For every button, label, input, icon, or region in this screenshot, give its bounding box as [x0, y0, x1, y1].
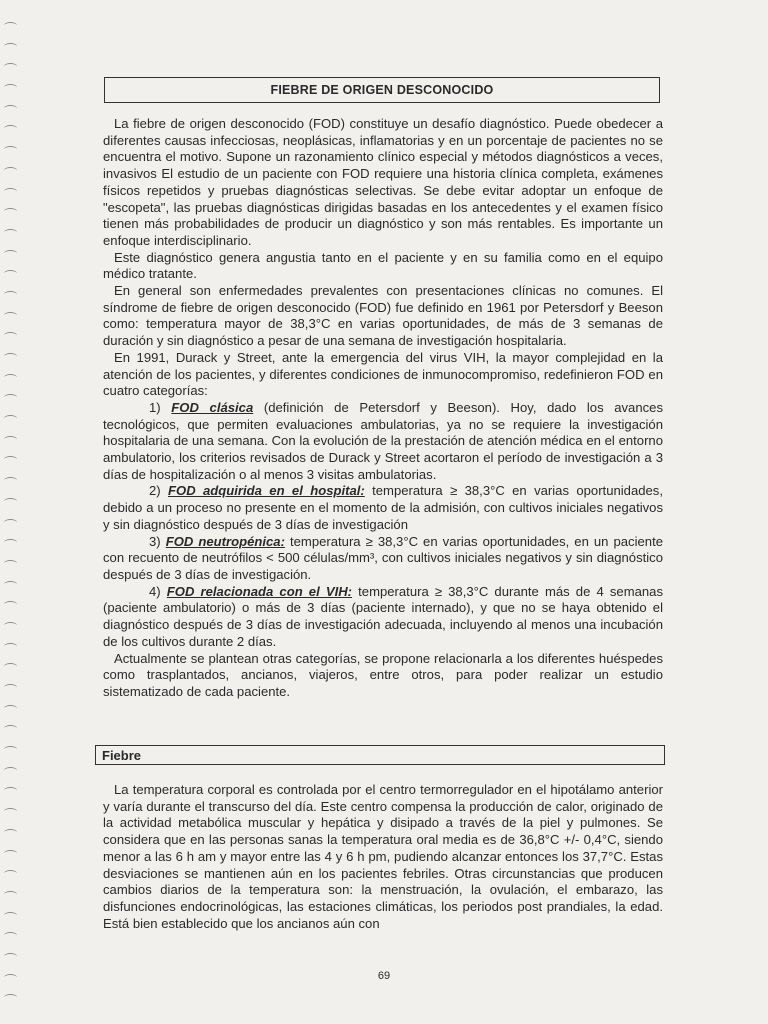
binder-hole: [4, 415, 17, 422]
binder-hole: [4, 643, 17, 650]
intro-paragraph: En 1991, Durack y Street, ante la emergencia del virus VIH, la mayor complejidad en la atención de los pacientes, y diferentes condiciones de inmunocompromiso, redefinieron FOD en cuatro categorías:: [103, 349, 663, 399]
binder-hole: [4, 436, 17, 443]
category-text: temperatura ≥ 38,3°C durante más de 4 semanas (paciente ambulatorio) o más de 3 días (paciente internado), y que no se haya obtenido el diagnóstico después de 3 días de investigación adecuada, incluyendo al menos una incubación de los cultivos durante 2 días.: [103, 583, 664, 649]
binder-hole: [4, 808, 17, 815]
closing-paragraph: Actualmente se plantean otras categorías, se propone relacionarla a los diferentes huéspedes como trasplantados, ancianos, viajeros, entre otros, para poder realizar un estudio sistematizado de cada paciente.: [103, 650, 663, 699]
binder-hole: [4, 43, 17, 50]
binder-hole: [4, 519, 17, 526]
fever-paragraph: La temperatura corporal es controlada por el centro termorregulador en el hipotálamo anterior y varía durante el transcurso del día. Este centro compensa la producción de calor, originado de la actividad metabólica muscular y hepática y disipado a través de la piel y pulmones. Se considera que en las personas sanas la temperatura oral media es de 36,8°C +/- 0,4°C, siendo menor a las 6 h am y mayor entre las 4 y 6 h pm, pudiendo alcanzar entonces los 37,7°C. Estas desviaciones se mantienen aún en los pacientes febriles. Otras circunstancias que producen cambios diarios de la temperatura son: la menstruación, la ovulación, el embarazo, las disfunciones endocrinológicas, las estaciones climáticas, los periodos post prandiales, la edad. Está bien establecido que los ancianos aún con: [103, 782, 663, 931]
binder-hole: [4, 456, 17, 463]
intro-paragraph: La fiebre de origen desconocido (FOD) constituye un desafío diagnóstico. Puede obedecer a diferentes causas infecciosas, neoplásicas, inflamatorias y en un porcentaje de pacientes no se encuentra el motivo. Supone un razonamiento clínico especial y métodos diagnósticos a veces, invasivos El estudio de un paciente con FOD requiere una historia clínica completa, exámenes físicos repetidos y pruebas diagnósticas selectivas. Se debe evitar adoptar un enfoque de "escopeta", las pruebas diagnósticas dirigidas basadas en los antecedentes y el examen físico tienen más probabilidades de producir un diagnóstico y son más rentables. Es importante un enfoque interdisciplinario.: [103, 116, 663, 248]
binder-hole: [4, 953, 17, 960]
binder-hole: [4, 891, 17, 898]
binder-hole: [4, 705, 17, 712]
binder-hole: [4, 353, 17, 360]
binder-hole: [4, 663, 17, 670]
binder-hole: [4, 63, 17, 70]
binder-hole: [4, 22, 17, 29]
binder-hole: [4, 394, 17, 401]
binder-hole: [4, 581, 17, 588]
category-number: 4): [149, 583, 161, 599]
intro-paragraph: Este diagnóstico genera angustia tanto en el paciente y en su familia como en el equipo médico tratante.: [103, 249, 663, 282]
binder-hole: [4, 601, 17, 608]
binder-hole: [4, 477, 17, 484]
category-item: [103, 534, 663, 584]
binder-hole: [4, 787, 17, 794]
section-heading: Fiebre: [95, 745, 665, 765]
binder-hole: [4, 146, 17, 153]
category-number: 2): [149, 483, 161, 499]
binder-hole: [4, 829, 17, 836]
binder-hole: [4, 850, 17, 857]
binder-hole: [4, 932, 17, 939]
binder-hole: [4, 684, 17, 691]
category-text: (definición de Petersdorf y Beeson). Hoy, dado los avances tecnológicos, que permiten evaluaciones ambulatorias, ya no se requiere la investigación hospitalaria de una semana. Con la evolución de la prestación de atención médica en el entorno ambulatorio, los criterios revisados de Durack y Street acortaron el período de investigación a 3 días de hospitalización o al menos 3 visitas ambulatorias.: [103, 399, 664, 482]
binder-hole: [4, 188, 17, 195]
binder-hole: [4, 725, 17, 732]
category-item: [103, 483, 663, 533]
category-number: 1): [149, 399, 161, 415]
binder-hole: [4, 994, 17, 1001]
binder-hole: [4, 622, 17, 629]
binder-hole: [4, 332, 17, 339]
binder-hole: [4, 250, 17, 257]
binder-hole: [4, 374, 17, 381]
binder-hole: [4, 498, 17, 505]
intro-section: [103, 116, 663, 701]
category-text: temperatura ≥ 38,3°C en varias oportunidades, en un paciente con recuento de neutrófilos < 500 células/mm³, con cultivos iniciales negativos y sin diagnóstico después de 3 días de investigación.: [103, 533, 663, 582]
binder-hole: [4, 208, 17, 215]
binder-hole: [4, 125, 17, 132]
category-number: 3): [149, 533, 161, 549]
page-number: 69: [377, 970, 391, 982]
category-item: [103, 400, 663, 484]
category-name: FOD relacionada con el VIH:: [166, 583, 353, 599]
document-title: FIEBRE DE ORIGEN DESCONOCIDO: [104, 77, 660, 103]
binder-hole: [4, 167, 17, 174]
binder-hole: [4, 84, 17, 91]
category-name: FOD neutropénica:: [165, 533, 285, 549]
category-name: FOD clásica: [171, 399, 254, 415]
binder-hole: [4, 912, 17, 919]
category-text: temperatura ≥ 38,3°C en varias oportunidades, debido a un proceso no presente en el momento de la admisión, con cultivos iniciales negativos y sin diagnóstico después de 3 días de investigación: [103, 483, 663, 532]
fever-section: [103, 782, 663, 932]
binder-hole: [4, 767, 17, 774]
category-item: [103, 584, 663, 651]
binder-holes: [0, 22, 22, 1002]
intro-paragraph: En general son enfermedades prevalentes con presentaciones clínicas no comunes. El síndrome de fiebre de origen desconocido (FOD) fue definido en 1961 por Petersdorf y Beeson como: temperatura mayor de 38,3°C en varias oportunidades, de más de 3 semanas de duración y sin diagnóstico a pesar de una semana de investigación hospitalaria.: [103, 283, 663, 349]
binder-hole: [4, 312, 17, 319]
binder-hole: [4, 870, 17, 877]
binder-hole: [4, 746, 17, 753]
binder-hole: [4, 539, 17, 546]
binder-hole: [4, 270, 17, 277]
binder-hole: [4, 105, 17, 112]
binder-hole: [4, 229, 17, 236]
binder-hole: [4, 291, 17, 298]
binder-hole: [4, 560, 17, 567]
category-name: FOD adquirida en el hospital:: [168, 483, 365, 499]
